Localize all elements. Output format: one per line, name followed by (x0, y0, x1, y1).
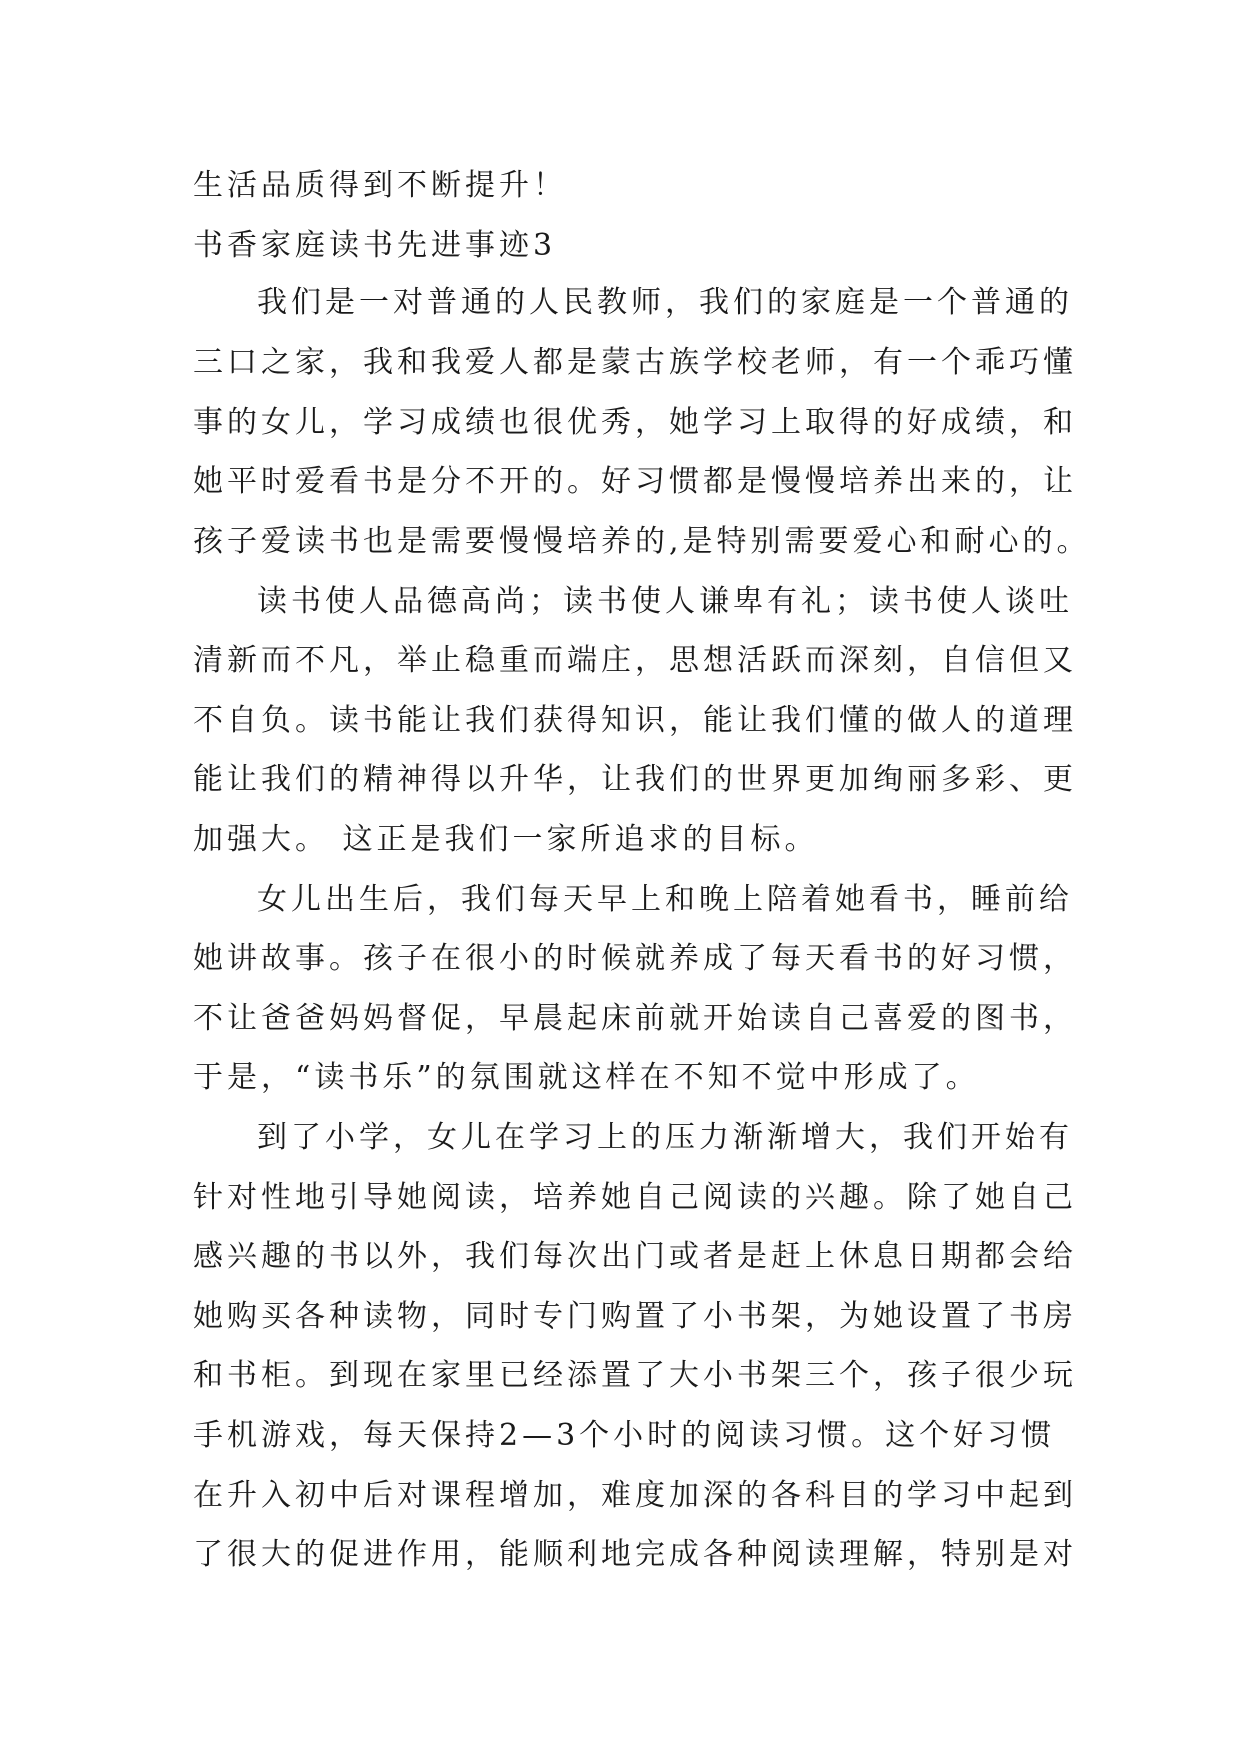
paragraph-line: 三口之家，我和我爱人都是蒙古族学校老师，有一个乖巧懂 (193, 345, 1077, 380)
paragraph-line: 孩子爱读书也是需要慢慢培养的,是特别需要爱心和耐心的。 (193, 524, 1091, 559)
paragraph-line: 她购买各种读物，同时专门购置了小书架，为她设置了书房 (193, 1299, 1077, 1334)
paragraph-line: 手机游戏，每天保持2—3个小时的阅读习惯。这个好习惯 (193, 1418, 1056, 1453)
paragraph-line: 针对性地引导她阅读，培养她自己阅读的兴趣。除了她自己 (193, 1180, 1077, 1215)
section-heading: 书香家庭读书先进事迹3 (193, 228, 557, 263)
paragraph-line: 不让爸爸妈妈督促，早晨起床前就开始读自己喜爱的图书， (193, 1001, 1077, 1036)
paragraph-line: 她平时爱看书是分不开的。好习惯都是慢慢培养出来的，让 (193, 464, 1077, 499)
paragraph-line: 感兴趣的书以外，我们每次出门或者是赶上休息日期都会给 (193, 1239, 1077, 1274)
paragraph-line: 不自负。读书能让我们获得知识，能让我们懂的做人的道理 (193, 703, 1077, 738)
paragraph-line: 加强大。 这正是我们一家所追求的目标。 (193, 822, 819, 857)
paragraph-line: 她讲故事。孩子在很小的时候就养成了每天看书的好习惯， (193, 941, 1077, 976)
paragraph-line: 于是，“读书乐”的氛围就这样在不知不觉中形成了。 (193, 1060, 980, 1095)
paragraph-line: 到了小学，女儿在学习上的压力渐渐增大，我们开始有 (257, 1120, 1073, 1155)
text-line: 生活品质得到不断提升！ (193, 168, 567, 203)
paragraph-line: 了很大的促进作用，能顺利地完成各种阅读理解，特别是对 (193, 1537, 1077, 1572)
paragraph-line: 事的女儿，学习成绩也很优秀，她学习上取得的好成绩，和 (193, 405, 1077, 440)
paragraph-line: 在升入初中后对课程增加，难度加深的各科目的学习中起到 (193, 1478, 1077, 1513)
paragraph-line: 能让我们的精神得以升华，让我们的世界更加绚丽多彩、更 (193, 762, 1077, 797)
paragraph-line: 女儿出生后，我们每天早上和晚上陪着她看书，睡前给 (257, 882, 1073, 917)
paragraph-line: 我们是一对普通的人民教师，我们的家庭是一个普通的 (257, 285, 1073, 320)
paragraph-line: 清新而不凡，举止稳重而端庄，思想活跃而深刻，自信但又 (193, 643, 1077, 678)
paragraph-line: 读书使人品德高尚；读书使人谦卑有礼；读书使人谈吐 (257, 584, 1073, 619)
paragraph-line: 和书柜。到现在家里已经添置了大小书架三个，孩子很少玩 (193, 1358, 1077, 1393)
